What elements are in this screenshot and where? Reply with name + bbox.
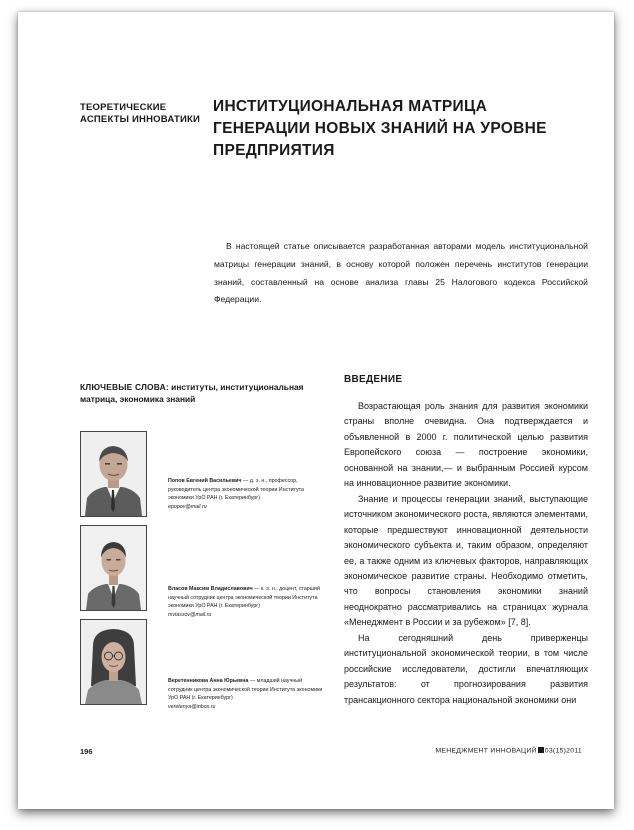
- author-email: mvlassov@mail.ru: [168, 611, 212, 618]
- author-email: veretenya@inbox.ru: [168, 703, 216, 710]
- intro-heading: ВВЕДЕНИЕ: [344, 374, 403, 385]
- intro-paragraph: Знание и процессы генерации знаний, выступающие источником экономического роста, являются элементами, которые предшествуют инновационной деятельности экономического субъекта и, таким образом, определяют ее, а также одним из ключевых факторов, направляющих экономическое развитие страны. Необходимо отметить, что вопросы становления экономики знаний неоднократно рассматривались на страницах журнала «Менеджмент в России и за рубежом» [7, 8].: [344, 493, 588, 628]
- keywords: [80, 382, 330, 405]
- keywords-text: институты, институциональная матрица, экономика знаний: [80, 382, 304, 404]
- intro-body: [344, 399, 588, 708]
- section-label: ТЕОРЕТИЧЕСКИЕ АСПЕКТЫ ИННОВАТИКИ: [80, 102, 200, 125]
- intro-paragraph: Возрастающая роль знания для развития экономики страны вполне очевидна. Она подтверждается и объявленной в 2000 г. политической целью развития Европейского союза — построение экономики, основанной на знании,— и выбранным Россией курсом на инновационное развитие экономики.: [344, 401, 588, 489]
- article-title: ИНСТИТУЦИОНАЛЬНАЯ МАТРИЦА ГЕНЕРАЦИИ НОВЫХ ЗНАНИЙ НА УРОВНЕ ПРЕДПРИЯТИЯ: [213, 98, 547, 159]
- page-number: 196: [80, 747, 93, 756]
- author-name: Власов Максим Владиславович: [168, 586, 253, 592]
- abstract: В настоящей статье описывается разработанная авторами модель институциональной матрицы генерации знаний, в основу которой положен перечень институтов генерации знаний, составленный на основе анализа главы 25 Налогового кодекса Российской Федерации.: [214, 241, 588, 305]
- author-photo-popov: [80, 431, 147, 517]
- author-info-veretennikova: [168, 677, 328, 711]
- journal-footer: [435, 747, 582, 755]
- author-photo-veretennikova: [80, 619, 147, 705]
- author-details: — д. э. н., профессор, руководитель центра экономической теории Института экономики УрО РАН (г. Екатеринбург): [168, 478, 304, 502]
- journal-page: [18, 12, 614, 809]
- author-info-vlasov: [168, 585, 328, 619]
- journal-issue: 03(15)2011: [544, 747, 582, 755]
- author-details: — к. э. н., доцент, старший научный сотрудник центра экономической теории Института экономики УрО РАН (г. Екатеринбург): [168, 586, 320, 610]
- author-details: — младший научный сотрудник центра экономической теории Института экономики УрО РАН (г. Екатеринбург): [168, 678, 323, 702]
- journal-name: МЕНЕДЖМЕНТ ИННОВАЦИЙ: [435, 747, 537, 755]
- author-photo-vlasov: [80, 525, 147, 611]
- author-email: epopov@mail.ru: [168, 503, 207, 510]
- keywords-label: КЛЮЧЕВЫЕ СЛОВА:: [80, 382, 169, 392]
- author-info-popov: [168, 477, 328, 511]
- square-separator-icon: [538, 747, 544, 753]
- author-name: Попов Евгений Васильевич: [168, 478, 242, 484]
- author-name: Веретенникова Анна Юрьевна: [168, 678, 249, 684]
- intro-paragraph: На сегодняшний день приверженцы институциональной экономической теории, в том числе российские исследователи, достигли впечатляющих результатов: от прогнозирования развития трансакционного сектора национальной экономики они: [344, 632, 588, 705]
